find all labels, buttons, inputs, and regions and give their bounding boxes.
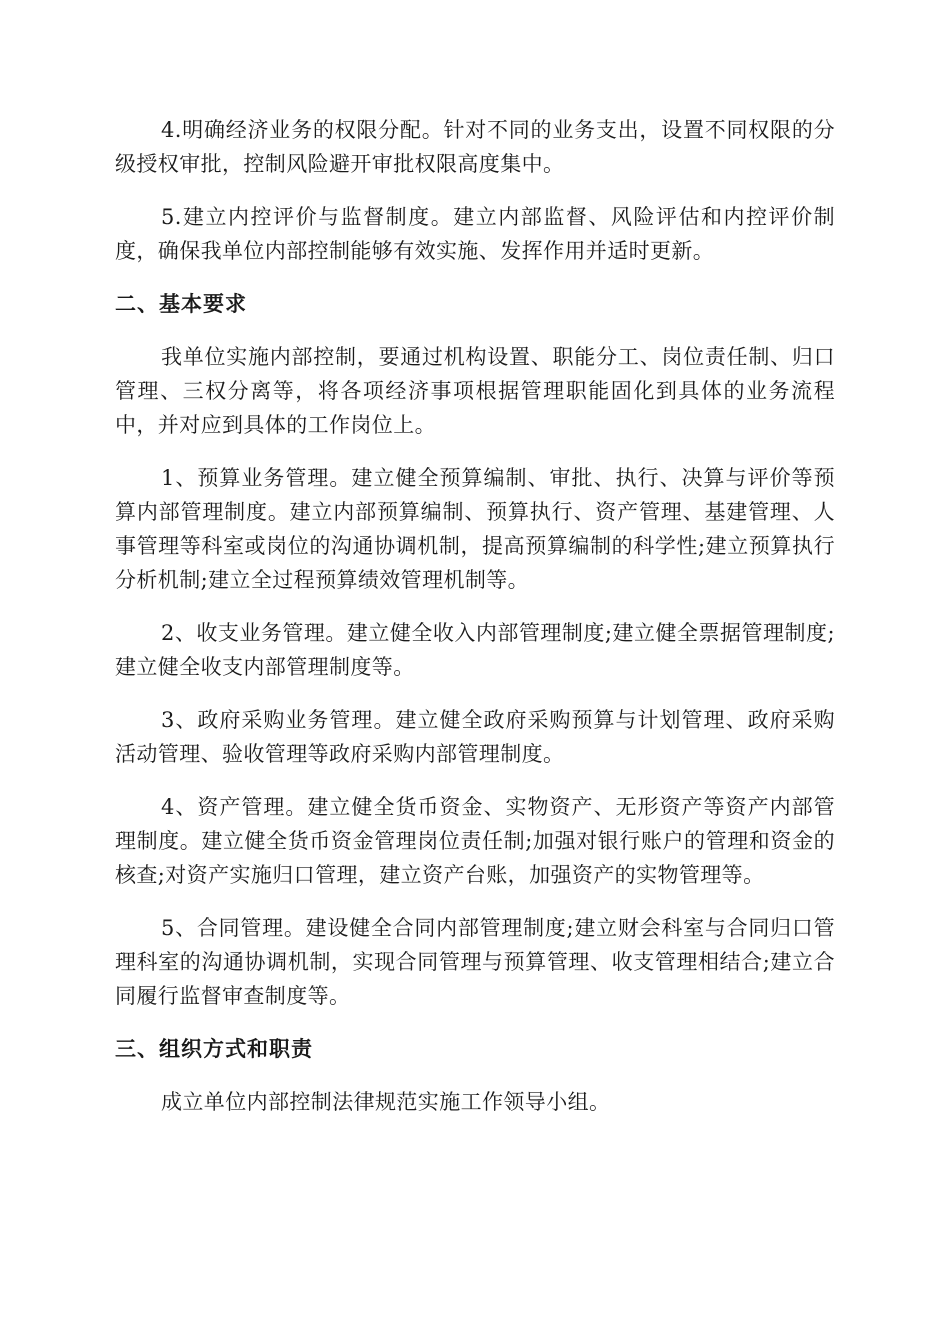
paragraph-revenue-expenditure: 2、收支业务管理。建立健全收入内部管理制度;建立健全票据管理制度;建立健全收支内部管理制度等。 xyxy=(115,621,835,679)
paragraph-implementation-overview: 我单位实施内部控制，要通过机构设置、职能分工、岗位责任制、归口管理、三权分离等，将各项经济事项根据管理职能固化到具体的业务流程中，并对应到具体的工作岗位上。 xyxy=(115,345,835,437)
paragraph-procurement: 3、政府采购业务管理。建立健全政府采购预算与计划管理、政府采购活动管理、验收管理等政府采购内部管理制度。 xyxy=(115,708,835,766)
paragraph-leadership-group: 成立单位内部控制法律规范实施工作领导小组。 xyxy=(161,1090,611,1114)
paragraph-contract-management: 5、合同管理。建设健全合同内部管理制度;建立财会科室与合同归口管理科室的沟通协调机制，实现合同管理与预算管理、收支管理相结合;建立合同履行监督审查制度等。 xyxy=(115,916,835,1008)
paragraph-evaluation-supervision: 5.建立内控评价与监督制度。建立内部监督、风险评估和内控评价制度，确保我单位内部控制能够有效实施、发挥作用并适时更新。 xyxy=(115,205,835,263)
document-body xyxy=(115,113,835,1138)
paragraph-asset-management: 4、资产管理。建立健全货币资金、实物资产、无形资产等资产内部管理制度。建立健全货币资金管理岗位责任制;加强对银行账户的管理和资金的核查;对资产实施归口管理，建立资产台账，加强资产的实物管理等。 xyxy=(115,795,835,887)
section-heading-organization: 三、组织方式和职责 xyxy=(115,1037,313,1061)
paragraph-authority-allocation: 4.明确经济业务的权限分配。针对不同的业务支出，设置不同权限的分级授权审批，控制风险避开审批权限高度集中。 xyxy=(115,118,835,176)
paragraph-budget-management: 1、预算业务管理。建立健全预算编制、审批、执行、决算与评价等预算内部管理制度。建立内部预算编制、预算执行、资产管理、基建管理、人事管理等科室或岗位的沟通协调机制，提高预算编制的科学性;建立预算执行分析机制;建立全过程预算绩效管理机制等。 xyxy=(115,466,835,592)
section-heading-basic-requirements: 二、基本要求 xyxy=(115,292,247,316)
